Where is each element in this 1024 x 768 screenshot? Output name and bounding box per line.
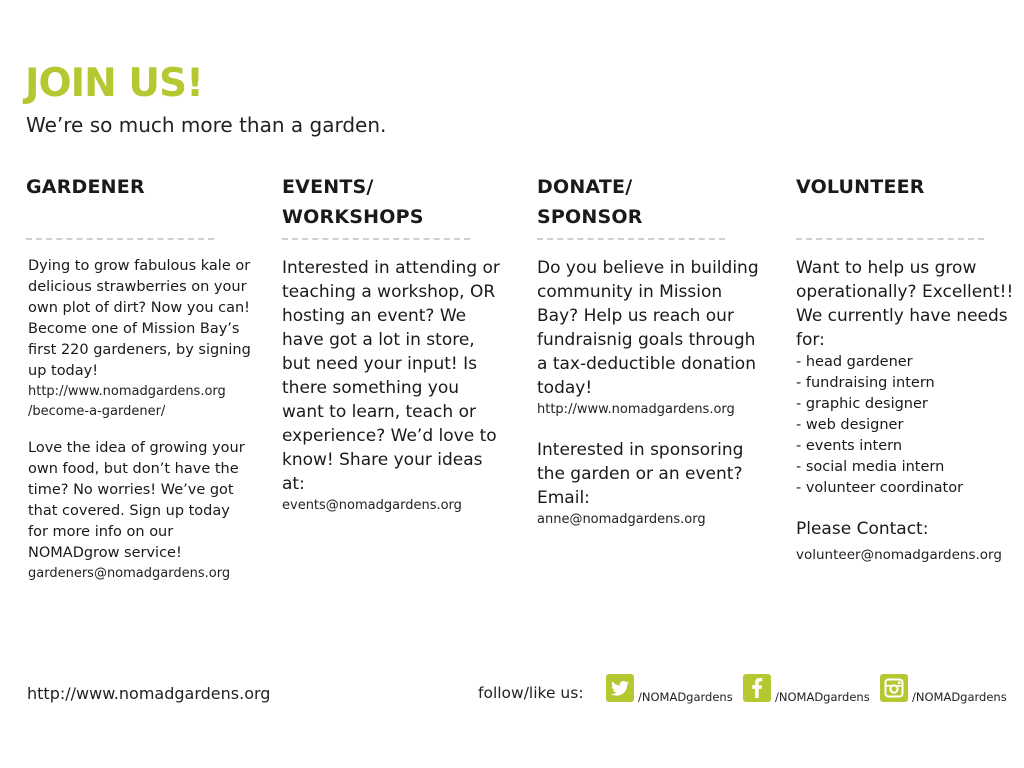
gardener-description: Dying to grow fabulous kale or delicious strawberries on your own plot of dirt? Now you can! Become one of Mission Bay’s first 220 gardeners, by signing up today! <box>28 258 251 379</box>
dashed-divider <box>796 238 984 240</box>
gardener-signup-link-path[interactable]: /become-a-gardener/ <box>28 404 166 419</box>
list-item: - volunteer coordinator <box>796 480 964 496</box>
instagram-link[interactable] <box>880 674 1007 702</box>
list-item: - social media intern <box>796 459 945 475</box>
list-item: - fundraising intern <box>796 375 935 391</box>
twitter-icon[interactable] <box>606 674 634 702</box>
website-link[interactable]: http://www.nomadgardens.org <box>27 684 271 703</box>
column-heading <box>282 172 504 232</box>
events-email-link[interactable]: events@nomadgardens.org <box>282 498 462 513</box>
heading-line: EVENTS/ <box>282 176 374 198</box>
volunteer-description: Want to help us grow operationally? Excellent!! We currently have needs for: <box>796 258 1014 350</box>
twitter-handle[interactable]: /NOMADgardens <box>638 690 733 704</box>
follow-label: follow/like us: <box>478 684 584 702</box>
facebook-link[interactable] <box>743 674 870 702</box>
column-donate <box>537 172 759 530</box>
column-volunteer <box>796 172 1016 565</box>
list-item: - web designer <box>796 417 904 433</box>
contact-label: Please Contact: <box>796 519 929 539</box>
volunteer-needs-list <box>796 352 1016 499</box>
list-item: - graphic designer <box>796 396 928 412</box>
volunteer-email-link[interactable]: volunteer@nomadgardens.org <box>796 547 1002 563</box>
column-heading <box>26 172 251 232</box>
heading-line: GARDENER <box>26 176 145 198</box>
column-heading <box>796 172 1016 232</box>
facebook-handle[interactable]: /NOMADgardens <box>775 690 870 704</box>
nomadgrow-description: Love the idea of growing your own food, but don’t have the time? No worries! We’ve got that covered. Sign up today for more info on our NOMADgrow service! <box>28 440 245 561</box>
sponsor-email-link[interactable]: anne@nomadgardens.org <box>537 512 706 527</box>
page-subtitle: We’re so much more than a garden. <box>26 113 387 137</box>
column-events <box>282 172 504 516</box>
donate-description: Do you believe in building community in Mission Bay? Help us reach our fundraisnig goals through a tax-deductible donation today! <box>537 258 759 398</box>
dashed-divider <box>282 238 470 240</box>
column-heading <box>537 172 759 232</box>
heading-line: SPONSOR <box>537 206 643 228</box>
donate-link[interactable]: http://www.nomadgardens.org <box>537 402 735 417</box>
twitter-link[interactable] <box>606 674 733 702</box>
instagram-icon[interactable] <box>880 674 908 702</box>
dashed-divider <box>26 238 214 240</box>
heading-line: WORKSHOPS <box>282 206 424 228</box>
gardeners-email-link[interactable]: gardeners@nomadgardens.org <box>28 566 231 581</box>
column-gardener <box>26 172 251 584</box>
list-item: - head gardener <box>796 354 913 370</box>
list-item: - events intern <box>796 438 903 454</box>
heading-line: VOLUNTEER <box>796 176 925 198</box>
facebook-icon[interactable] <box>743 674 771 702</box>
events-description: Interested in attending or teaching a workshop, OR hosting an event? We have got a lot in store, but need your input! Is there something you want to learn, teach or experience? We’d love to know! Share your ideas at: <box>282 258 500 494</box>
instagram-handle[interactable]: /NOMADgardens <box>912 690 1007 704</box>
dashed-divider <box>537 238 725 240</box>
page-title: JOIN US! <box>25 61 203 106</box>
gardener-signup-link[interactable]: http://www.nomadgardens.org <box>28 384 226 399</box>
sponsor-description: Interested in sponsoring the garden or an event? Email: <box>537 440 744 508</box>
heading-line: DONATE/ <box>537 176 633 198</box>
